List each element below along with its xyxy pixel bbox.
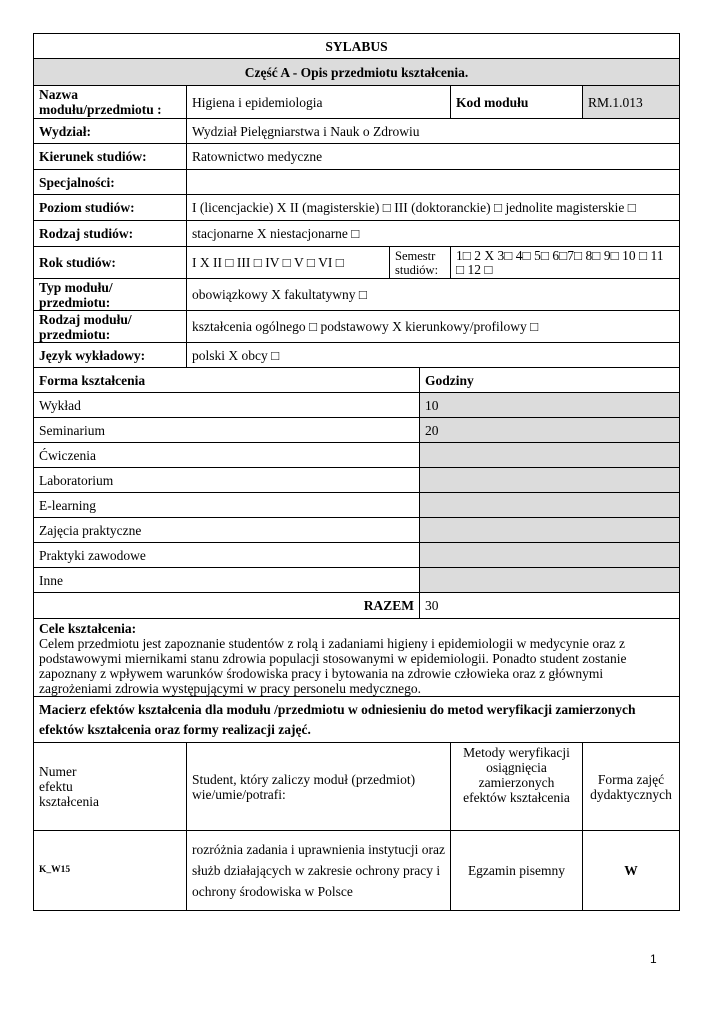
nazwa-label: Nazwa modułu/przedmiotu : [34,86,187,119]
effect-desc: rozróżnia zadania i uprawnienia instytucji oraz służb działających w zakresie ochrony pracy i ochrony środowiska w Polsce [187,831,451,911]
rodzaj-value: stacjonarne X niestacjonarne □ [187,221,680,247]
semestr-value: 1□ 2 X 3□ 4□ 5□ 6□7□ 8□ 9□ 10 □ 11 □ 12 □ [451,247,680,279]
form-hours [420,493,680,518]
forms-header-hours: Godziny [420,368,680,393]
form-name: Seminarium [34,418,420,443]
form-hours [420,518,680,543]
form-name: Praktyki zawodowe [34,543,420,568]
form-name: E-learning [34,493,420,518]
form-name: Wykład [34,393,420,418]
semestr-label: Semestr studiów: [390,247,451,279]
form-hours: 20 [420,418,680,443]
goals-cell [34,619,680,697]
effect-code: K_W15 [34,831,187,911]
rodzaj-label: Rodzaj studiów: [34,221,187,247]
wydzial-label: Wydział: [34,119,187,144]
specjalnosci-value [187,170,680,195]
part-title: Część A - Opis przedmiotu kształcenia. [34,59,680,86]
effect-method: Egzamin pisemny [451,831,583,911]
form-hours [420,443,680,468]
typ-label: Typ modułu/ przedmiotu: [34,279,187,311]
kierunek-value: Ratownictwo medyczne [187,144,680,170]
forms-header-form: Forma kształcenia [34,368,420,393]
kod-label: Kod modułu [451,86,583,119]
matrix-col-number [34,743,187,831]
matrix-col-number-text: Numer efektu kształcenia [39,764,99,809]
nazwa-value: Higiena i epidemiologia [187,86,451,119]
matrix-col-methods: Metody weryfikacji osiągnięcia zamierzonych efektów kształcenia [451,743,583,831]
rok-value: I X II □ III □ IV □ V □ VI □ [187,247,390,279]
form-name: Laboratorium [34,468,420,493]
form-hours: 10 [420,393,680,418]
specjalnosci-label: Specjalności: [34,170,187,195]
matrix-col-form: Forma zajęć dydaktycznych [583,743,680,831]
form-hours [420,468,680,493]
matrix-col-student: Student, który zaliczy moduł (przedmiot) wie/umie/potrafi: [187,743,451,831]
rodzaj-mod-label: Rodzaj modułu/ przedmiotu: [34,311,187,343]
goals-label: Cele kształcenia: [39,621,137,636]
doc-title: SYLABUS [34,34,680,59]
wydzial-value: Wydział Pielęgniarstwa i Nauk o Zdrowiu [187,119,680,144]
jezyk-value: polski X obcy □ [187,343,680,368]
poziom-label: Poziom studiów: [34,195,187,221]
goals-text: Celem przedmiotu jest zapoznanie studentów z rolą i zadaniami higieny i epidemiologii w medycynie oraz z podstawowymi miernikami stanu zdrowia populacji stosowanymi w epidemiologii. Ponadto student zostanie zapoznany z wpływem warunków środowiska pracy i bytowania na zdrowie człowieka oraz z głównymi zagrożeniami zdrowia występującymi w pracy personelu medycznego. [39,636,627,696]
effect-form: W [583,831,680,911]
total-label: RAZEM [34,593,420,619]
rok-label: Rok studiów: [34,247,187,279]
form-name: Zajęcia praktyczne [34,518,420,543]
matrix-title: Macierz efektów kształcenia dla modułu /przedmiotu w odniesieniu do metod weryfikacji zamierzonych efektów kształcenia oraz formy realizacji zajęć. [34,697,680,743]
form-hours [420,543,680,568]
kod-value: RM.1.013 [583,86,680,119]
kierunek-label: Kierunek studiów: [34,144,187,170]
jezyk-label: Język wykładowy: [34,343,187,368]
total-value: 30 [420,593,680,619]
form-name: Ćwiczenia [34,443,420,468]
syllabus-page [33,33,679,911]
rodzaj-mod-value: kształcenia ogólnego □ podstawowy X kierunkowy/profilowy □ [187,311,680,343]
syllabus-table [33,33,680,911]
poziom-value: I (licencjackie) X II (magisterskie) □ III (doktoranckie) □ jednolite magisterskie □ [187,195,680,221]
page-number: 1 [650,952,657,966]
typ-value: obowiązkowy X fakultatywny □ [187,279,680,311]
form-name: Inne [34,568,420,593]
form-hours [420,568,680,593]
